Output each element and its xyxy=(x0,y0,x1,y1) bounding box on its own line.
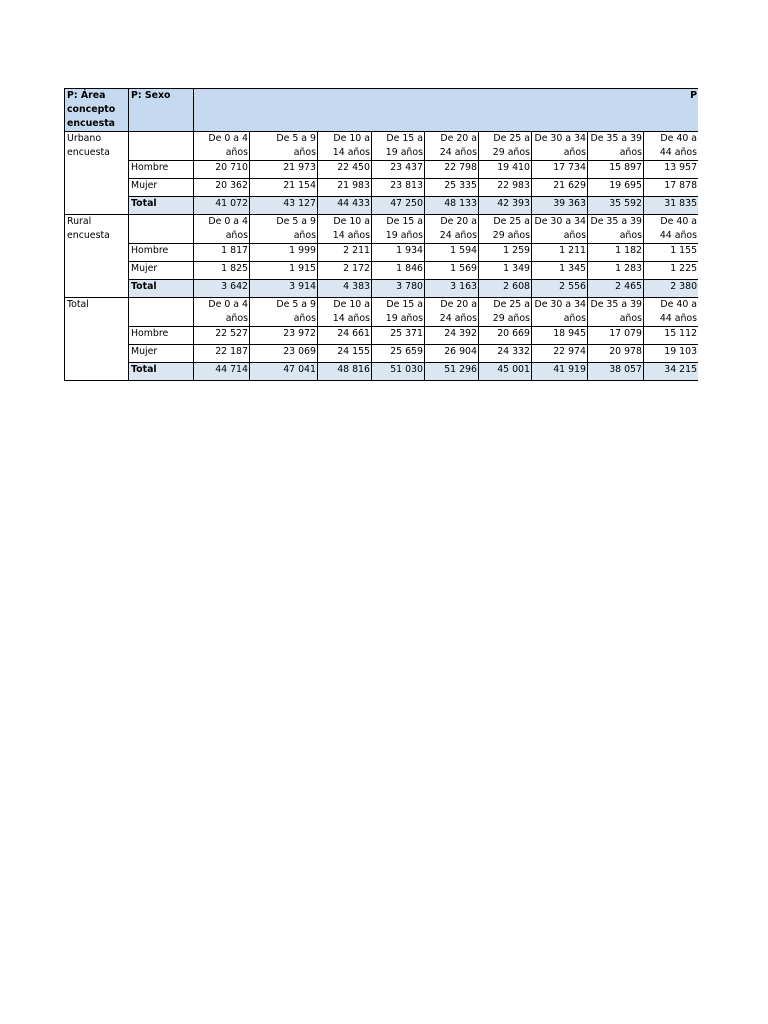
sex-label: Total xyxy=(129,363,194,381)
value-cell: 23 069 xyxy=(250,345,318,363)
age-group-header: De 5 a 9 años xyxy=(250,132,318,161)
sex-label: Hombre xyxy=(129,244,194,262)
value-cell: 35 592 xyxy=(588,197,644,215)
value-cell: 24 661 xyxy=(318,327,372,345)
value-cell: 1 846 xyxy=(372,262,425,280)
value-cell: 24 392 xyxy=(425,327,479,345)
value-cell: 25 659 xyxy=(372,345,425,363)
value-cell: 1 259 xyxy=(479,244,532,262)
value-cell: 1 817 xyxy=(194,244,250,262)
value-cell: 3 642 xyxy=(194,280,250,298)
value-cell: 20 669 xyxy=(479,327,532,345)
value-cell: 42 393 xyxy=(479,197,532,215)
value-cell: 3 163 xyxy=(425,280,479,298)
value-cell: 1 594 xyxy=(425,244,479,262)
area-cell: Urbano encuesta xyxy=(65,132,129,215)
value-cell: 2 380 xyxy=(644,280,699,298)
value-cell: 22 187 xyxy=(194,345,250,363)
value-cell: 15 112 xyxy=(644,327,699,345)
value-cell: 1 915 xyxy=(250,262,318,280)
age-group-header: De 40 a 44 años xyxy=(644,215,699,244)
value-cell: 1 283 xyxy=(588,262,644,280)
age-group-header: De 20 a 24 años xyxy=(425,298,479,327)
value-cell: 19 695 xyxy=(588,179,644,197)
table-row xyxy=(65,280,699,298)
value-cell: 1 825 xyxy=(194,262,250,280)
sex-label: Total xyxy=(129,280,194,298)
value-cell: 4 383 xyxy=(318,280,372,298)
age-group-header: De 10 a 14 años xyxy=(318,215,372,244)
table-row xyxy=(65,197,699,215)
age-group-header: De 30 a 34 años xyxy=(532,298,588,327)
value-cell: 47 041 xyxy=(250,363,318,381)
value-cell: 17 079 xyxy=(588,327,644,345)
value-cell: 19 410 xyxy=(479,161,532,179)
age-group-header: De 20 a 24 años xyxy=(425,132,479,161)
sex-label: Mujer xyxy=(129,179,194,197)
value-cell: 1 999 xyxy=(250,244,318,262)
age-group-header: De 25 a 29 años xyxy=(479,132,532,161)
value-cell: 48 816 xyxy=(318,363,372,381)
value-cell: 44 714 xyxy=(194,363,250,381)
blank-cell xyxy=(129,215,194,244)
sex-label: Mujer xyxy=(129,345,194,363)
table-row xyxy=(65,363,699,381)
sex-label: Total xyxy=(129,197,194,215)
table-row xyxy=(65,345,699,363)
value-cell: 51 296 xyxy=(425,363,479,381)
age-group-header: De 25 a 29 años xyxy=(479,215,532,244)
value-cell: 22 527 xyxy=(194,327,250,345)
value-cell: 22 450 xyxy=(318,161,372,179)
age-header-row xyxy=(65,215,699,244)
value-cell: 19 103 xyxy=(644,345,699,363)
age-group-header: De 0 a 4 años xyxy=(194,132,250,161)
value-cell: 1 345 xyxy=(532,262,588,280)
value-cell: 21 629 xyxy=(532,179,588,197)
value-cell: 1 934 xyxy=(372,244,425,262)
value-cell: 23 813 xyxy=(372,179,425,197)
value-cell: 23 972 xyxy=(250,327,318,345)
value-cell: 41 072 xyxy=(194,197,250,215)
age-group-header: De 40 a 44 años xyxy=(644,298,699,327)
value-cell: 26 904 xyxy=(425,345,479,363)
value-cell: 2 556 xyxy=(532,280,588,298)
spreadsheet-viewport xyxy=(64,88,698,388)
value-cell: 17 734 xyxy=(532,161,588,179)
value-cell: 24 155 xyxy=(318,345,372,363)
value-cell: 45 001 xyxy=(479,363,532,381)
value-cell: 24 332 xyxy=(479,345,532,363)
value-cell: 39 363 xyxy=(532,197,588,215)
area-cell: Rural encuesta xyxy=(65,215,129,298)
age-group-header: De 35 a 39 años xyxy=(588,298,644,327)
value-cell: 17 878 xyxy=(644,179,699,197)
crosstab-table xyxy=(64,88,698,381)
value-cell: 21 973 xyxy=(250,161,318,179)
value-cell: 22 974 xyxy=(532,345,588,363)
value-cell: 22 798 xyxy=(425,161,479,179)
value-cell: 1 225 xyxy=(644,262,699,280)
table-row xyxy=(65,244,699,262)
area-cell: Total xyxy=(65,298,129,381)
value-cell: 20 710 xyxy=(194,161,250,179)
value-cell: 31 835 xyxy=(644,197,699,215)
table-row xyxy=(65,262,699,280)
table-row xyxy=(65,161,699,179)
value-cell: 1 155 xyxy=(644,244,699,262)
age-group-header: De 30 a 34 años xyxy=(532,215,588,244)
value-cell: 1 182 xyxy=(588,244,644,262)
sex-label: Hombre xyxy=(129,161,194,179)
age-group-header: De 0 a 4 años xyxy=(194,215,250,244)
value-cell: 44 433 xyxy=(318,197,372,215)
age-group-header: De 10 a 14 años xyxy=(318,132,372,161)
age-group-header: De 35 a 39 años xyxy=(588,215,644,244)
value-cell: 41 919 xyxy=(532,363,588,381)
value-cell: 13 957 xyxy=(644,161,699,179)
value-cell: 20 978 xyxy=(588,345,644,363)
value-cell: 21 154 xyxy=(250,179,318,197)
value-cell: 18 945 xyxy=(532,327,588,345)
value-cell: 21 983 xyxy=(318,179,372,197)
value-cell: 1 211 xyxy=(532,244,588,262)
age-group-header: De 0 a 4 años xyxy=(194,298,250,327)
value-cell: 20 362 xyxy=(194,179,250,197)
value-cell: 38 057 xyxy=(588,363,644,381)
value-cell: 34 215 xyxy=(644,363,699,381)
age-group-header: De 30 a 34 años xyxy=(532,132,588,161)
value-cell: 47 250 xyxy=(372,197,425,215)
age-group-header: De 15 a 19 años xyxy=(372,215,425,244)
area-header: P: Área concepto encuesta xyxy=(65,89,129,132)
value-cell: 25 335 xyxy=(425,179,479,197)
age-group-header: De 40 a 44 años xyxy=(644,132,699,161)
value-cell: 2 608 xyxy=(479,280,532,298)
age-group-header: De 15 a 19 años xyxy=(372,132,425,161)
age-group-header: De 10 a 14 años xyxy=(318,298,372,327)
value-cell: 1 349 xyxy=(479,262,532,280)
table-row xyxy=(65,179,699,197)
value-cell: 2 211 xyxy=(318,244,372,262)
age-group-header: De 20 a 24 años xyxy=(425,215,479,244)
age-group-header: De 15 a 19 años xyxy=(372,298,425,327)
value-cell: 3 780 xyxy=(372,280,425,298)
age-group-header: De 5 a 9 años xyxy=(250,298,318,327)
value-cell: 3 914 xyxy=(250,280,318,298)
sex-label: Hombre xyxy=(129,327,194,345)
age-group-header: De 25 a 29 años xyxy=(479,298,532,327)
value-cell: 22 983 xyxy=(479,179,532,197)
value-cell: 1 569 xyxy=(425,262,479,280)
value-cell: 23 437 xyxy=(372,161,425,179)
value-cell: 15 897 xyxy=(588,161,644,179)
value-cell: 2 465 xyxy=(588,280,644,298)
age-group-header: De 5 a 9 años xyxy=(250,215,318,244)
age-group-header: De 35 a 39 años xyxy=(588,132,644,161)
age-header-row xyxy=(65,132,699,161)
sex-label: Mujer xyxy=(129,262,194,280)
value-cell: 51 030 xyxy=(372,363,425,381)
value-cell: 25 371 xyxy=(372,327,425,345)
blank-cell xyxy=(129,132,194,161)
value-cell: 48 133 xyxy=(425,197,479,215)
banner-header: P xyxy=(194,89,699,132)
blank-cell xyxy=(129,298,194,327)
value-cell: 43 127 xyxy=(250,197,318,215)
age-header-row xyxy=(65,298,699,327)
sex-header: P: Sexo xyxy=(129,89,194,132)
table-row xyxy=(65,327,699,345)
value-cell: 2 172 xyxy=(318,262,372,280)
